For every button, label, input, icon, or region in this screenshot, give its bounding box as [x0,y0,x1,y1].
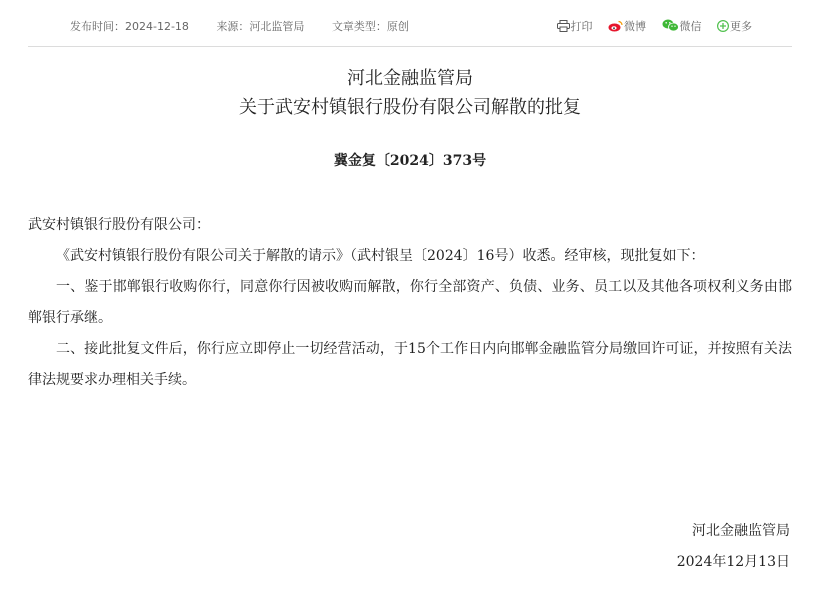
wechat-share-button[interactable] [662,18,702,34]
paragraph-1: 《武安村镇银行股份有限公司关于解散的请示》（武村银呈〔2024〕16号）收悉。经审核，现批复如下： [56,248,705,264]
signature-org: 河北金融监管局 [692,523,790,539]
more-label: 更多 [730,20,752,33]
publish-time: 发布时间：2024-12-18 [70,20,189,33]
print-label: 打印 [570,20,593,33]
title-subject: 关于武安村镇银行股份有限公司解散的批复 [239,97,581,118]
document-title [0,64,820,122]
weibo-share-button[interactable] [608,18,646,34]
weibo-icon [608,20,623,32]
document-body [28,210,792,396]
wechat-label: 微信 [679,20,702,33]
weibo-label: 微博 [624,20,646,33]
paragraph-2: 一、鉴于邯郸银行收购你行，同意你行因被收购而解散，你行全部资产、负债、业务、员工以及其他各项权利义务由邯郸银行承继。 [28,279,792,326]
paragraph-3: 二、接此批复文件后，你行应立即停止一切经营活动，于15个工作日内向邯郸金融监管分局缴回许可证，并按照有关法律法规要求办理相关手续。 [28,341,792,388]
article-type: 文章类型：原创 [331,20,409,33]
title-issuer: 河北金融监管局 [347,68,473,89]
plus-circle-icon [717,20,729,32]
wechat-icon [662,19,679,32]
printer-icon [557,20,570,32]
meta-info [70,18,433,34]
source: 来源：河北监管局 [216,20,305,33]
signature-block [677,516,790,578]
print-button[interactable] [557,18,593,34]
more-share-button[interactable] [717,18,752,34]
document-number: 冀金复〔2024〕373号 [333,153,487,169]
share-toolbar [545,18,753,34]
signature-date: 2024年12月13日 [676,554,790,570]
salutation: 武安村镇银行股份有限公司： [28,217,210,233]
article-meta-bar [28,0,792,47]
